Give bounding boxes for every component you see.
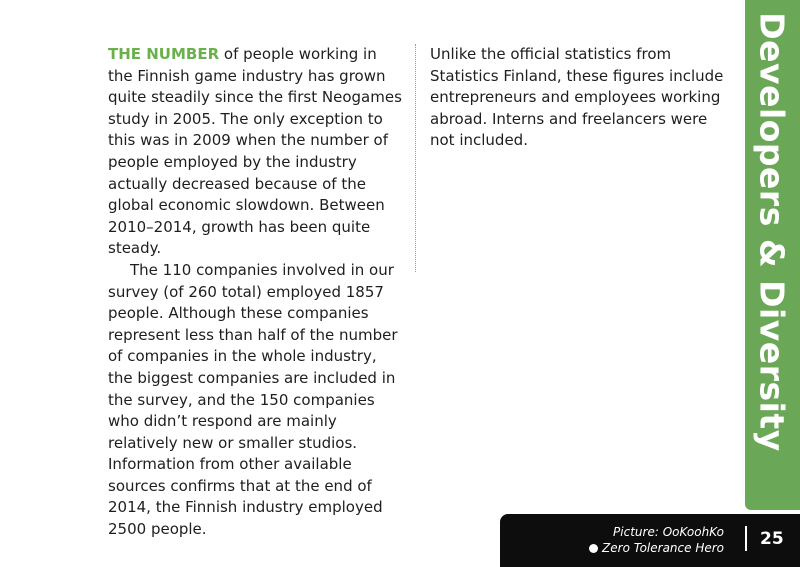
caption-title: Zero Tolerance Hero — [602, 541, 724, 555]
bullet-icon — [589, 544, 598, 553]
paragraph-1-text: of people working in the Finnish game industry has grown quite steadily since the first Neogames study in 2005. The only exception to this was in 2009 when the number of people employed by the industry actually decreased because of the global economic slowdown. Between 2010–2014, growth has been quite steady. — [108, 45, 402, 258]
caption-credit: Picture: OoKoohKo — [613, 525, 724, 539]
paragraph-2: The 110 companies involved in our survey (of 260 total) employed 1857 people. Although these companies represent less than half of the number of companies in the whole industry, the biggest companies are included in the survey, and the 150 companies who didn’t respond are mainly relatively new or smaller studios. Information from other available sources confirms that at the end of 2014, the Finnish industry employed 2500 people. — [108, 260, 398, 539]
lead-in: THE NUMBER — [108, 45, 220, 63]
right-column — [430, 44, 730, 152]
left-column — [108, 44, 404, 541]
page-number: 25 — [760, 529, 784, 549]
paragraph-3: Unlike the official statistics from Statistics Finland, these figures include entrepreneurs and employees working abroad. Interns and freelancers were not included. — [430, 45, 724, 150]
footer-separator — [745, 526, 747, 551]
paragraph-1 — [108, 44, 404, 260]
picture-caption — [589, 524, 724, 556]
section-title: Developers & Diversity — [752, 12, 792, 452]
column-divider — [415, 44, 416, 272]
caption-title-line — [589, 540, 724, 556]
